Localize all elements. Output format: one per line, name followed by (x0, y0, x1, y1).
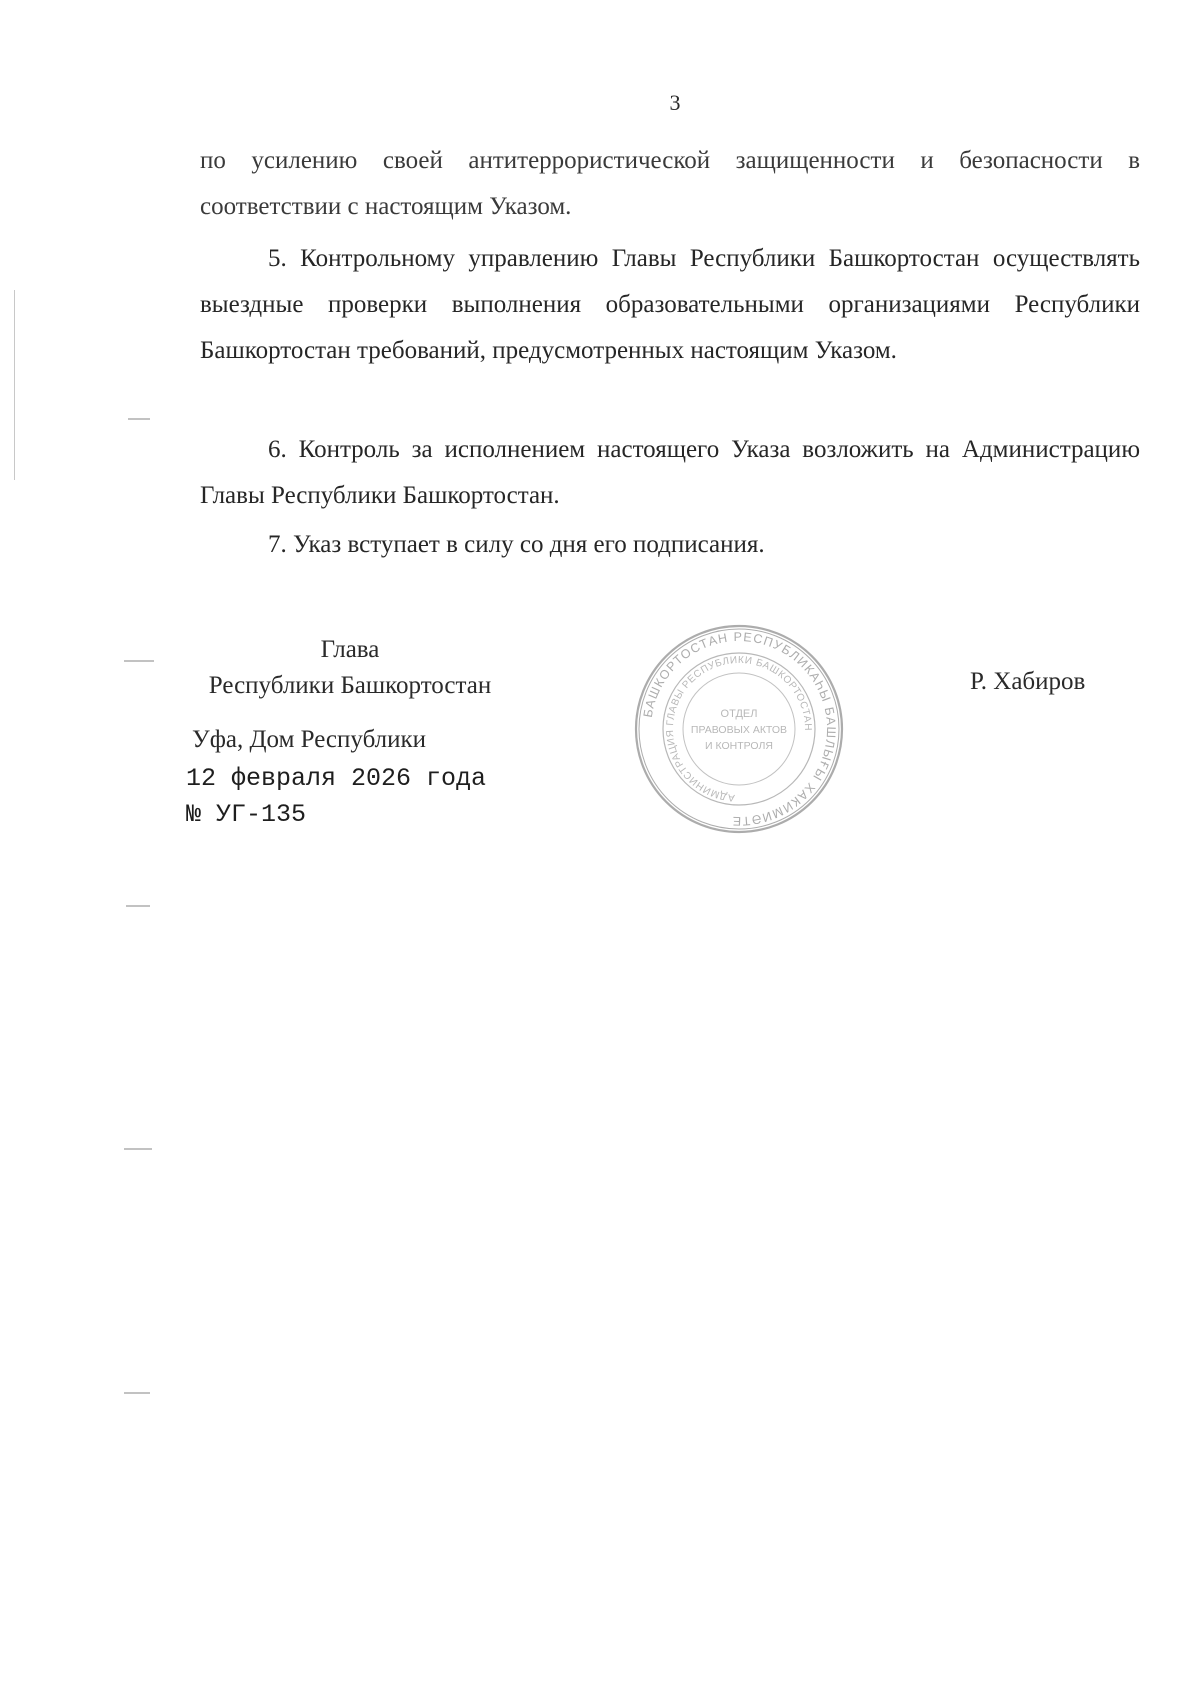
document-number: № УГ-135 (186, 800, 307, 829)
margin-scan-mark (126, 905, 150, 907)
signatory-title-line1: Глава (320, 636, 380, 663)
page-number: 3 (669, 90, 681, 115)
issue-date: 12 февраля 2026 года (186, 764, 487, 793)
seal-outer-text: БАШКОРТОСТАН РЕСПУБЛИКАҺЫ БАШЛЫҒЫ ХАКИМИӘТЕ (640, 629, 839, 829)
seal-center-line2: ПРАВОВЫХ АКТОВ (690, 724, 788, 736)
margin-scan-mark (128, 418, 150, 420)
scan-edge-line (14, 290, 15, 480)
seal-center-line3: И КОНТРОЛЯ (705, 740, 773, 752)
margin-scan-mark (124, 1392, 150, 1394)
margin-scan-mark (124, 660, 154, 662)
margin-scan-mark (124, 1148, 152, 1150)
seal-inner-text: АДМИНИСТРАЦИЯ ГЛАВЫ РЕСПУБЛИКИ БАШКОРТОСТАН (664, 654, 814, 803)
issue-place: Уфа, Дом Республики (192, 726, 427, 753)
official-seal (632, 622, 846, 836)
signer-name: Р. Хабиров (970, 668, 1086, 695)
signatory-title-line2: Республики Башкортостан (208, 672, 492, 699)
seal-center-line1: ОТДЕЛ (720, 708, 758, 720)
paragraph-continuation: по усилению своей антитеррористической защищенности и безопасности в соответствии с настоящим Указом. (200, 147, 1140, 220)
signatory-title (190, 632, 510, 704)
paragraph-7: 7. Указ вступает в силу со дня его подписания. (268, 531, 765, 558)
paragraph-6: 6. Контроль за исполнением настоящего Указа возложить на Администрацию Главы Республики Башкортостан. (200, 436, 1140, 509)
paragraph-5: 5. Контрольному управлению Главы Республики Башкортостан осуществлять выездные проверки выполнения образовательными организациями Республики Башкортостан требований, предусмотренных настоящим Указом. (200, 245, 1140, 364)
